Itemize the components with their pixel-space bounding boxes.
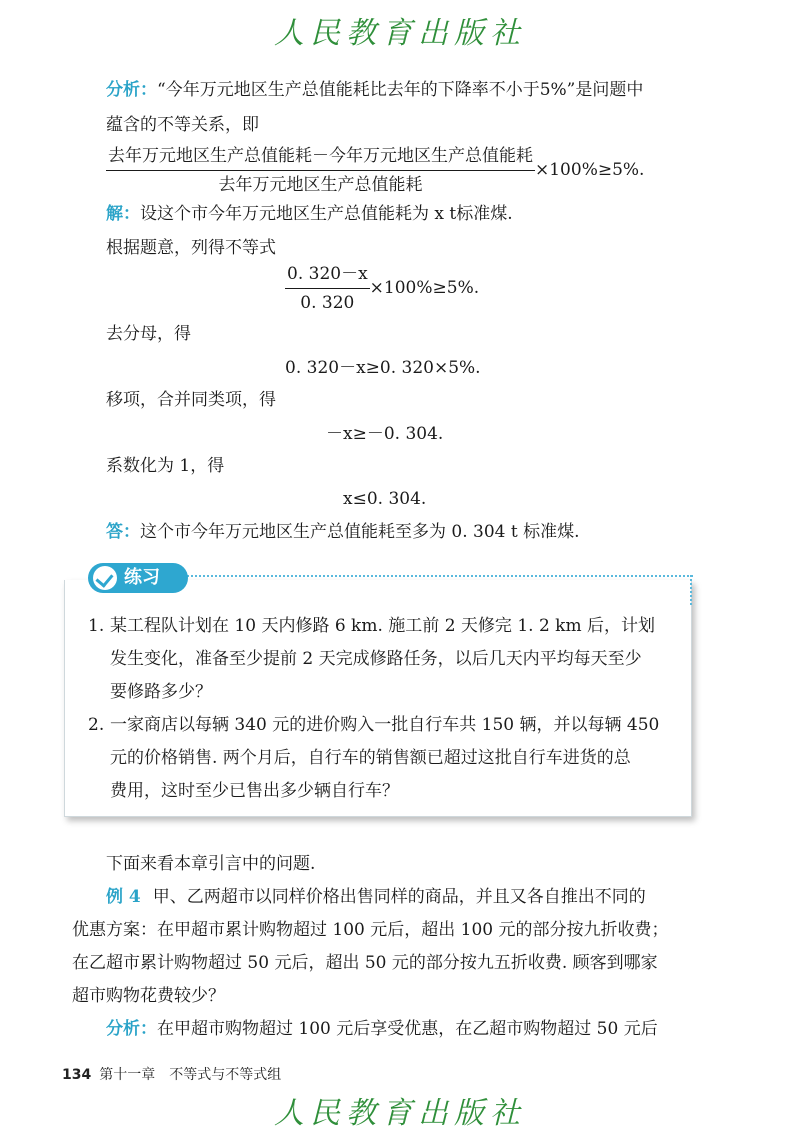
exercise-q2-line-3: 费用，这时至少已售出多少辆自行车？ (110, 781, 399, 801)
equation-1-tail: ×100%≥5%. (369, 278, 480, 298)
example-4-label: 例 4 (106, 887, 141, 907)
equation-4: x≤0. 304. (343, 489, 427, 509)
analysis-fraction-row (106, 144, 644, 197)
example-4-text-1: 甲、乙两超市以同样价格出售同样的商品，并且又各自推出不同的 (152, 887, 646, 907)
publisher-logo-bottom: 人民教育出版社 (274, 1096, 526, 1131)
answer-text: 这个市今年万元地区生产总值能耗至多为 0. 304 t 标准煤. (140, 522, 580, 542)
step-3: 系数化为 1，得 (106, 456, 225, 476)
answer-label: 答： (106, 522, 140, 542)
energy-fraction (106, 144, 535, 197)
publisher-logo-top: 人民教育出版社 (274, 16, 526, 51)
analysis-line-2: 蕴含的不等关系，即 (106, 115, 259, 135)
exercise-q1-line-3: 要修路多少？ (110, 682, 212, 702)
analysis-label: 分析： (106, 80, 157, 100)
exercise-title-tab: 练习 (88, 563, 188, 593)
step-1: 去分母，得 (106, 324, 191, 344)
exercise-q1-line-1: 某工程队计划在 10 天内修路 6 km. 施工前 2 天修完 1. 2 km 后，计划 (110, 616, 655, 636)
analysis-line-1 (106, 78, 643, 102)
example-4-line-4: 超市购物花费较少？ (72, 986, 225, 1006)
example-4-line-1 (106, 885, 646, 909)
solution-line-2: 根据题意，列得不等式 (106, 238, 276, 258)
analysis-2-line (106, 1017, 658, 1041)
analysis-text-1: “今年万元地区生产总值能耗比去年的下降率不小于5%”是问题中 (157, 80, 644, 100)
page-number: 134 (62, 1067, 92, 1083)
exercise-q1-number: 1. (88, 616, 105, 636)
exercise-q2-number: 2. (88, 715, 105, 735)
intro-text: 下面来看本章引言中的问题. (106, 854, 316, 874)
chapter-title: 第十一章 不等式与不等式组 (99, 1067, 282, 1083)
check-icon (93, 566, 117, 590)
fraction-denominator: 去年万元地区生产总值能耗 (218, 175, 423, 195)
equation-1-denominator: 0. 320 (300, 293, 355, 313)
example-4-line-3: 在乙超市累计购物超过 50 元后，超出 50 元的部分按九五折收费. 顾客到哪家 (72, 953, 658, 973)
equation-3: －x≥－0. 304. (326, 424, 444, 444)
exercise-q1-line-2: 发生变化，准备至少提前 2 天完成修路任务，以后几天内平均每天至少 (110, 649, 642, 669)
equation-1 (285, 262, 479, 315)
exercise-dotted-border (178, 575, 693, 577)
answer-line (106, 520, 580, 544)
exercise-q2-line-2: 元的价格销售. 两个月后，自行车的销售额已超过这批自行车进货的总 (110, 748, 631, 768)
page-footer (62, 1064, 281, 1084)
solution-label: 解： (106, 204, 140, 224)
fraction-tail: ×100%≥5%. (535, 160, 645, 180)
example-4-line-2: 优惠方案：在甲超市累计购物超过 100 元后，超出 100 元的部分按九折收费； (72, 920, 669, 940)
exercise-dotted-border-right (690, 575, 692, 605)
solution-line-1 (106, 202, 513, 226)
exercise-q2-line-1: 一家商店以每辆 340 元的进价购入一批自行车共 150 辆，并以每辆 450 (110, 715, 660, 735)
solution-text-1: 设这个市今年万元地区生产总值能耗为 x t标准煤. (140, 204, 513, 224)
analysis-2-text: 在甲超市购物超过 100 元后享受优惠，在乙超市购物超过 50 元后 (157, 1019, 658, 1039)
analysis-2-label: 分析： (106, 1019, 157, 1039)
equation-1-numerator: 0. 320－x (285, 262, 370, 289)
equation-2: 0. 320－x≥0. 320×5%. (285, 358, 481, 378)
fraction-numerator: 去年万元地区生产总值能耗－今年万元地区生产总值能耗 (106, 144, 535, 171)
equation-1-fraction (285, 262, 370, 315)
step-2: 移项，合并同类项，得 (106, 390, 276, 410)
